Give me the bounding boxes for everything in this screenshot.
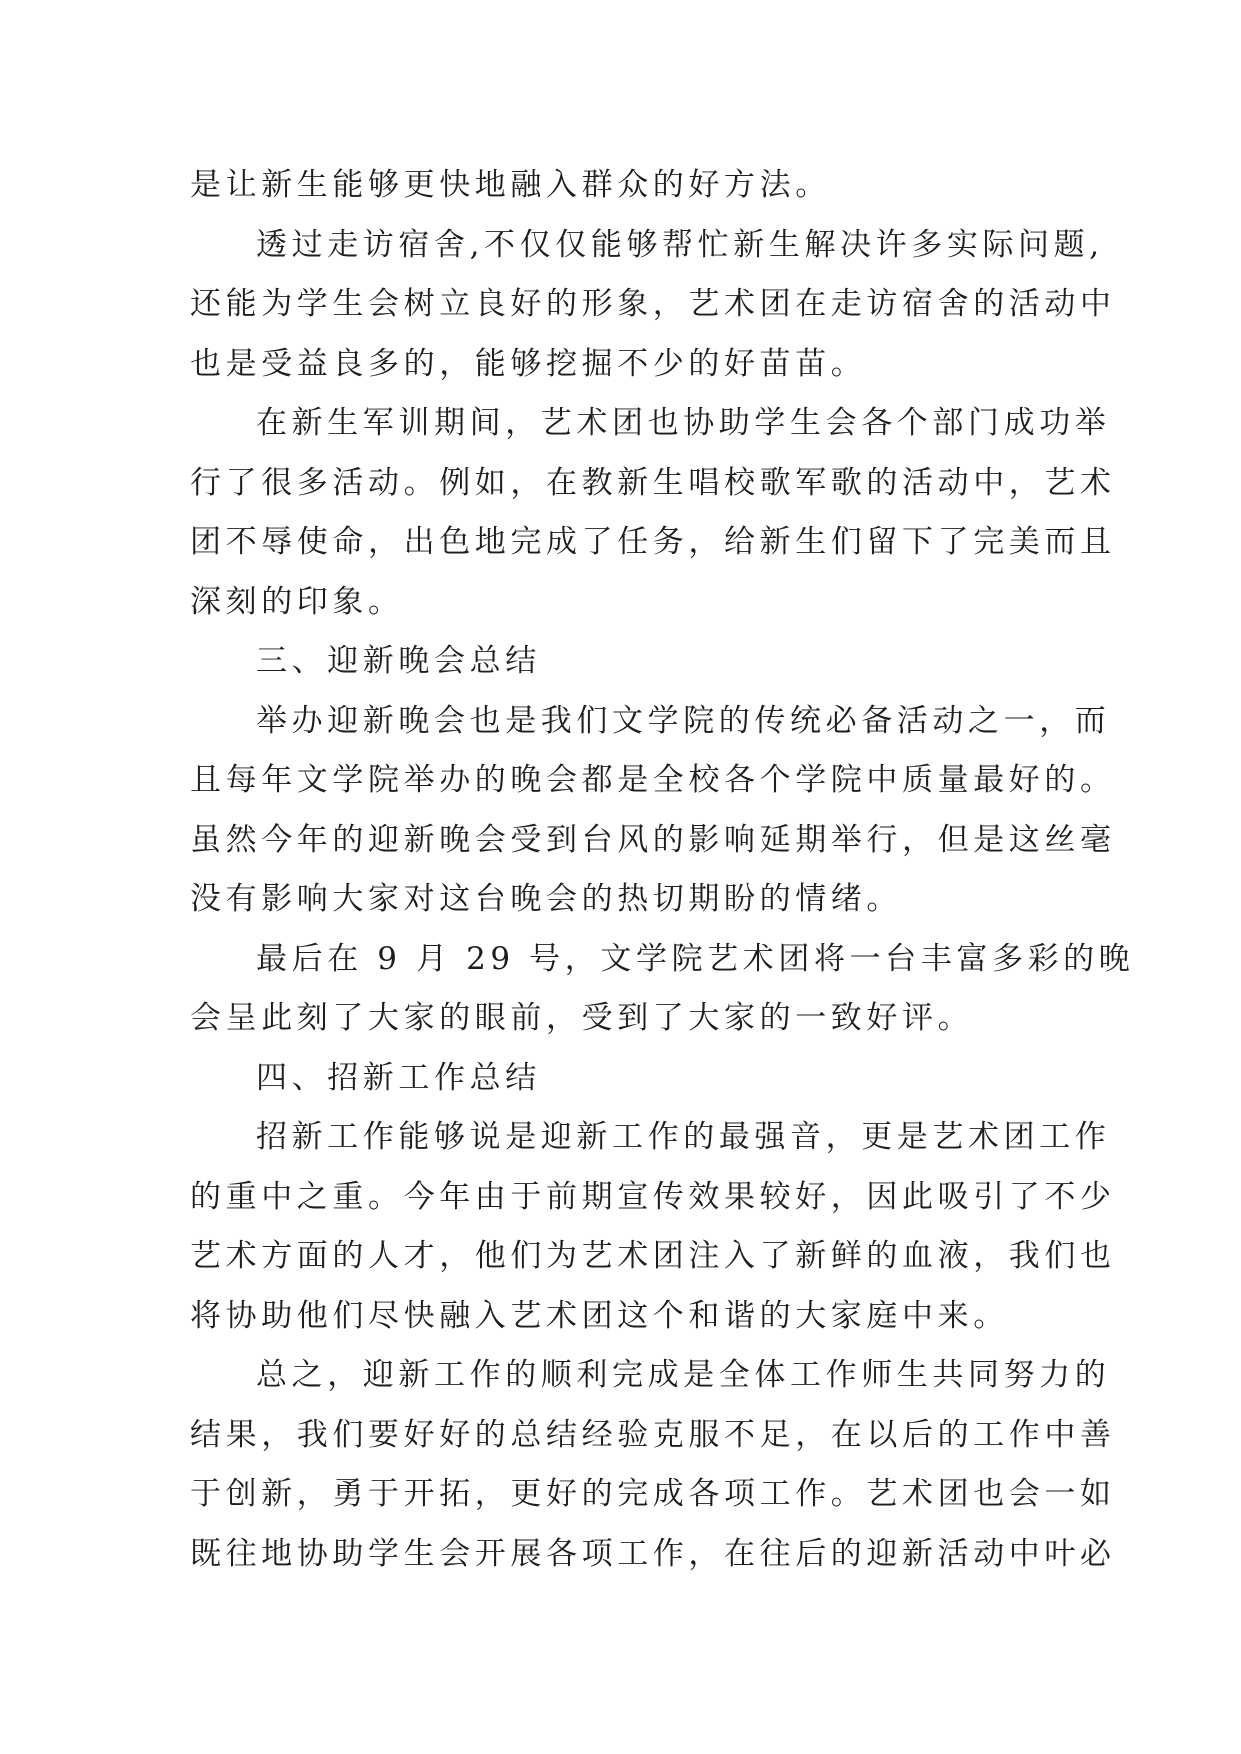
text-line: 将协助他们尽快融入艺术团这个和谐的大家庭中来。 [190,1297,1009,1334]
text-line: 还能为学生会树立良好的形象，艺术团在走访宿舍的活动中 [190,286,1116,322]
text-line: 于创新，勇于开拓，更好的完成各项工作。艺术团也会一如 [190,1476,1116,1512]
text-line: 艺术方面的人才，他们为艺术团注入了新鲜的血液，我们也 [190,1238,1116,1274]
text-line: 招新工作能够说是迎新工作的最强音，更是艺术团工作 [256,1119,1111,1155]
text-line: 既往地协助学生会开展各项工作，在往后的迎新活动中叶必 [190,1535,1116,1572]
text-line: 的重中之重。今年由于前期宣传效果较好，因此吸引了不少 [190,1178,1116,1215]
text-line: 是让新生能够更快地融入群众的好方法。 [190,167,831,203]
text-line: 在新生军训期间，艺术团也协助学生会各个部门成功举 [256,405,1111,441]
text-line: 透过走访宿舍,不仅仅能够帮忙新生解决许多实际问题, [256,226,1104,263]
text-line: 团不辱使命，出色地完成了任务，给新生们留下了完美而且 [190,524,1116,560]
text-line: 深刻的印象。 [190,583,404,620]
text-line: 会呈此刻了大家的眼前，受到了大家的一致好评。 [190,1000,974,1036]
text-line: 且每年文学院举办的晚会都是全校各个学院中质量最好的。 [190,762,1116,798]
text-line: 没有影响大家对这台晚会的热切期盼的情绪。 [190,881,902,917]
text-line: 虽然今年的迎新晚会受到台风的影响延期举行，但是这丝毫 [190,821,1116,858]
text-line: 结果，我们要好好的总结经验克服不足，在以后的工作中善 [190,1416,1116,1453]
text-line: 四、招新工作总结 [256,1059,541,1096]
text-line: 三、迎新晚会总结 [256,643,541,679]
text-line: 举办迎新晚会也是我们文学院的传统必备活动之一，而 [256,702,1111,739]
body-text [190,156,1135,1584]
text-line: 最后在 9 月 29 号，文学院艺术团将一台丰富多彩的晚 [256,940,1135,977]
text-line: 总之，迎新工作的顺利完成是全体工作师生共同努力的 [256,1357,1111,1393]
text-line: 也是受益良多的，能够挖掘不少的好苗苗。 [190,345,867,382]
text-line: 行了很多活动。例如，在教新生唱校歌军歌的活动中，艺术 [190,464,1116,501]
